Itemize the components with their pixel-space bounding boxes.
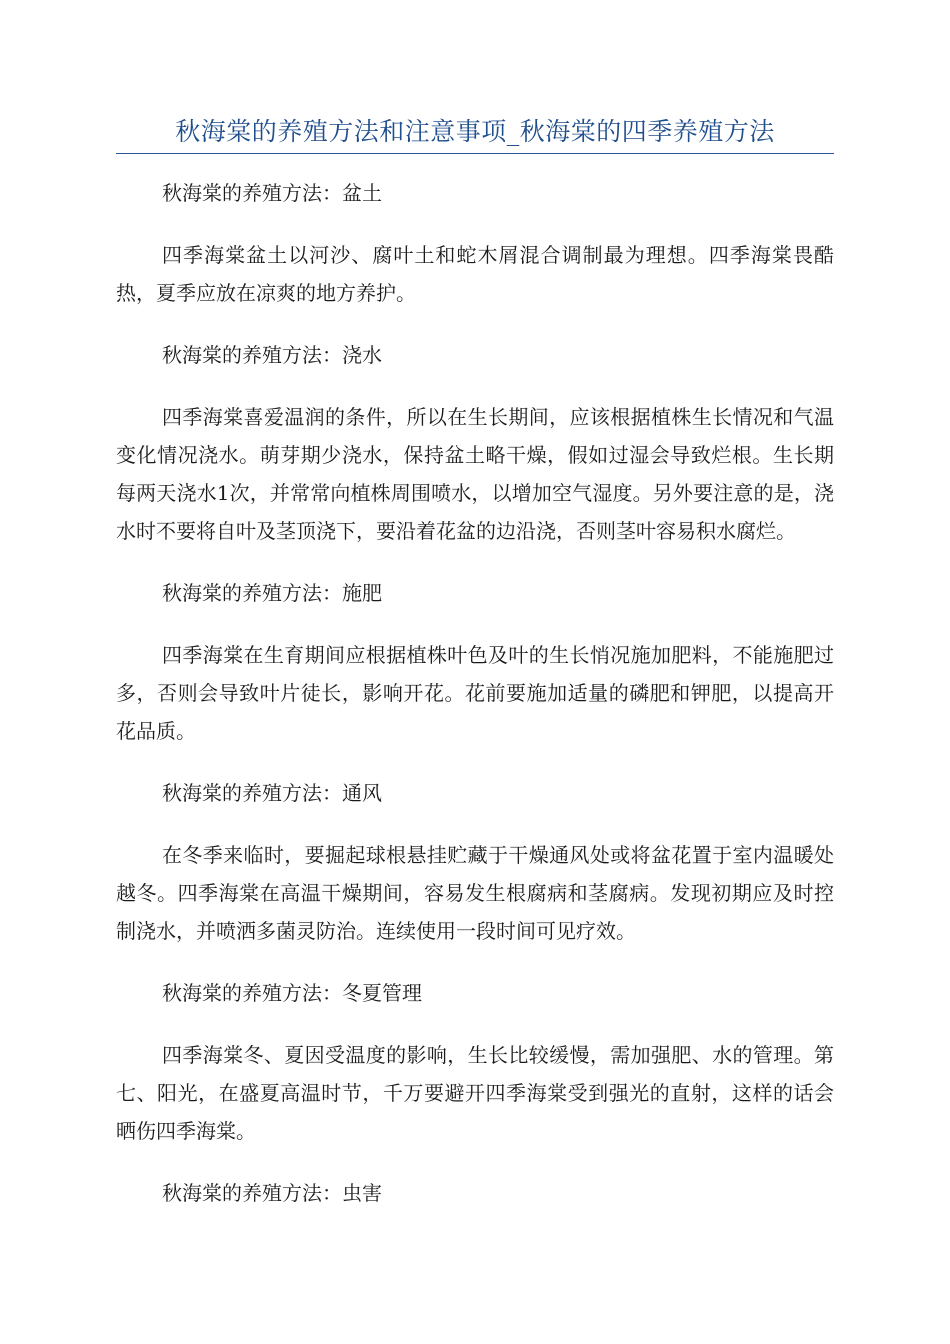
section-body-winter-summer: 四季海棠冬、夏因受温度的影响，生长比较缓慢，需加强肥、水的管理。第七、阳光，在盛夏高温时节，千万要避开四季海棠受到强光的直射，这样的话会晒伤四季海棠。 xyxy=(116,1043,834,1143)
section-body-watering: 四季海棠喜爱温润的条件，所以在生长期间，应该根据植株生长情况和气温变化情况浇水。萌芽期少浇水，保持盆土略干燥，假如过湿会导致烂根。生长期每两天浇水1次，并常常向植株周围喷水，以增加空气湿度。另外要注意的是，浇水时不要将自叶及茎顶浇下，要沿着花盆的边沿浇，否则茎叶容易积水腐烂。 xyxy=(116,405,834,543)
section-heading-soil: 秋海棠的养殖方法：盆土 xyxy=(162,181,382,205)
section-body-fertilizing: 四季海棠在生育期间应根据植株叶色及叶的生长悄况施加肥料，不能施肥过多，否则会导致叶片徒长，影响开花。花前要施加适量的磷肥和钾肥，以提高开花品质。 xyxy=(116,643,834,743)
section-heading-ventilation: 秋海棠的养殖方法：通风 xyxy=(162,781,382,805)
section-heading-winter-summer: 秋海棠的养殖方法：冬夏管理 xyxy=(162,981,422,1005)
section-heading-watering: 秋海棠的养殖方法：浇水 xyxy=(162,343,382,367)
section-heading-fertilizing: 秋海棠的养殖方法：施肥 xyxy=(162,581,382,605)
section-body-ventilation: 在冬季来临时，要掘起球根悬挂贮藏于干燥通风处或将盆花置于室内温暖处越冬。四季海棠在高温干燥期间，容易发生根腐病和茎腐病。发现初期应及时控制浇水，并喷洒多菌灵防治。连续使用一段时间可见疗效。 xyxy=(116,843,834,943)
document-body xyxy=(116,174,834,1236)
title-underline xyxy=(116,153,834,154)
section-heading-pests: 秋海棠的养殖方法：虫害 xyxy=(162,1181,382,1205)
page-title: 秋海棠的养殖方法和注意事项_秋海棠的四季养殖方法 xyxy=(175,117,775,146)
section-body-soil: 四季海棠盆土以河沙、腐叶土和蛇木屑混合调制最为理想。四季海棠畏酷热，夏季应放在凉爽的地方养护。 xyxy=(116,243,834,305)
